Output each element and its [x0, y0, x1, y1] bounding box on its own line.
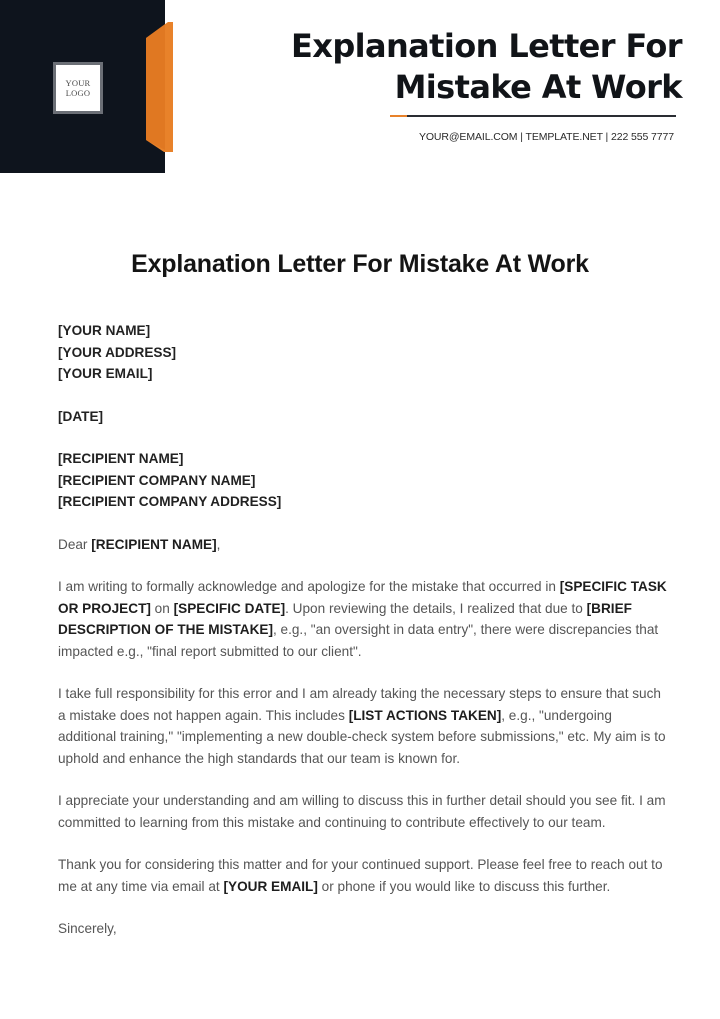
text: , e.g., "an oversight in data entry", there were discrepancies that impacted e.g., "final report submitted to our client". — [58, 622, 659, 659]
letterhead-divider — [390, 115, 676, 117]
sender-address: [YOUR ADDRESS] — [58, 344, 177, 360]
logo-placeholder — [53, 62, 103, 114]
logo-text-line1: YOUR — [65, 78, 91, 88]
paragraph-thanks — [58, 854, 668, 897]
text: I appreciate your understanding and am willing to discuss this in further detail should you see fit. I am committed to learning from this mistake and continuing to contribute effectively to our team. — [58, 793, 666, 830]
text: Thank you for considering this matter and for your continued support. Please feel free to reach out to me at any time via email at — [58, 857, 663, 894]
salutation — [58, 534, 668, 556]
text: or phone if you would like to discuss this further. — [317, 878, 611, 894]
date-block — [58, 406, 668, 428]
paragraph-appreciation — [58, 790, 668, 833]
contact-info: YOUR@EMAIL.COM | TEMPLATE.NET | 222 555 7777 — [418, 131, 674, 143]
recipient-company-name: [RECIPIENT COMPANY NAME] — [58, 472, 256, 488]
placeholder-specific-date: [SPECIFIC DATE] — [173, 600, 286, 616]
text: . Upon reviewing the details, I realized that due to — [285, 600, 587, 616]
closing: Sincerely, — [58, 921, 117, 936]
placeholder-your-email: [YOUR EMAIL] — [223, 878, 318, 894]
letterhead-title — [291, 26, 682, 108]
recipient-name: [RECIPIENT NAME] — [58, 451, 184, 466]
text: on — [150, 600, 174, 616]
text: I take full responsibility for this error and I am already taking the necessary steps to ensure that such a mistake does not happen again. This includes — [58, 686, 661, 723]
placeholder-specific-task: [SPECIFIC TASK OR PROJECT] — [58, 579, 667, 616]
recipient-company-address: [RECIPIENT COMPANY ADDRESS] — [58, 494, 282, 509]
letterhead-title-line2: Mistake At Work — [394, 68, 682, 106]
placeholder-mistake-description: [BRIEF DESCRIPTION OF THE MISTAKE] — [58, 600, 632, 637]
sender-block — [58, 320, 668, 385]
document-title: Explanation Letter For Mistake At Work — [131, 250, 589, 278]
logo-text-line2: LOGO — [65, 88, 91, 98]
salutation-suffix: , — [216, 536, 221, 552]
letter-body — [58, 320, 668, 961]
placeholder-actions-taken: [LIST ACTIONS TAKEN] — [348, 707, 502, 723]
text: , e.g., "undergoing additional training," "implementing a new double-check system before submissions," etc. My aim is to uphold and enhance the high standards that our team is known for. — [58, 707, 666, 766]
salutation-prefix: Dear — [58, 536, 92, 552]
paragraph-acknowledgement — [58, 576, 668, 662]
letterhead — [0, 0, 720, 180]
letter-date: [DATE] — [58, 408, 104, 424]
divider-accent — [390, 115, 407, 117]
recipient-block — [58, 448, 668, 513]
salutation-recipient-name: [RECIPIENT NAME] — [91, 536, 217, 552]
sender-name: [YOUR NAME] — [58, 323, 151, 338]
letterhead-title-line1: Explanation Letter For — [291, 27, 682, 65]
sender-email: [YOUR EMAIL] — [58, 366, 153, 381]
paragraph-responsibility — [58, 683, 668, 769]
text: I am writing to formally acknowledge and apologize for the mistake that occurred in — [58, 579, 560, 594]
